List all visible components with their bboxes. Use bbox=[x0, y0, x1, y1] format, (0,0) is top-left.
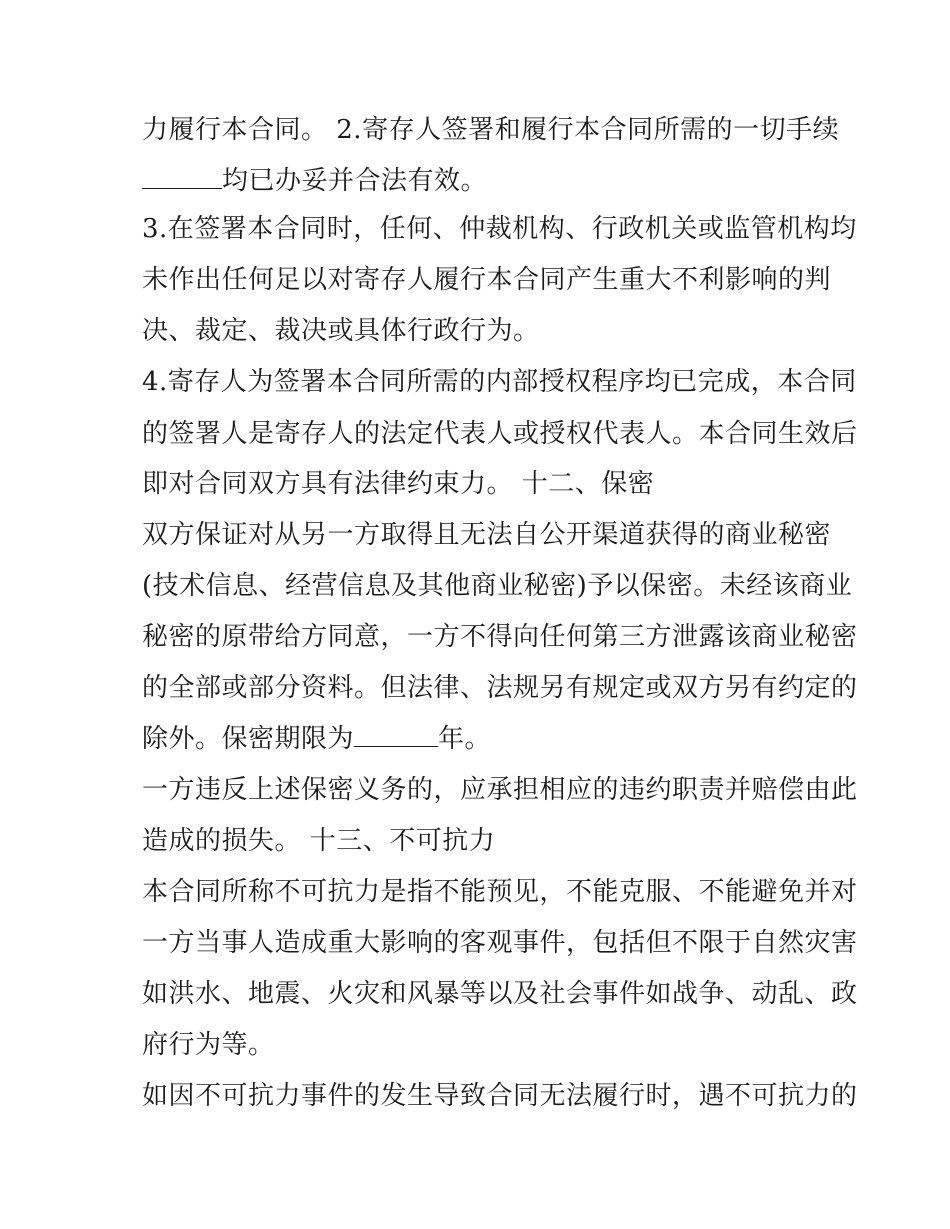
text-line: 4.寄存人为签署本合同所需的内部授权程序均已完成，本合同 bbox=[142, 367, 857, 397]
text-line: 本合同所称不可抗力是指不能预见，不能克服、不能避免并对 bbox=[142, 877, 858, 907]
text-line: 造成的损失。 十三、不可抗力 bbox=[142, 826, 496, 856]
text-line: 决、裁定、裁决或具体行政行为。 bbox=[142, 316, 540, 346]
text-line: 3.在签署本合同时，任何、仲裁机构、行政机关或监管机构均 bbox=[142, 214, 857, 244]
text-segment: 除外。保密期限为 bbox=[142, 724, 355, 754]
text-line: 的全部或部分资料。但法律、法规另有规定或双方另有约定的 bbox=[142, 673, 858, 703]
fill-in-blank[interactable] bbox=[142, 166, 222, 189]
text-line: 的签署人是寄存人的法定代表人或授权代表人。本合同生效后 bbox=[142, 419, 858, 449]
text-line: 即对合同双方具有法律约束力。 十二、保密 bbox=[142, 469, 655, 499]
text-line-with-blank bbox=[142, 166, 487, 196]
text-line: 力履行本合同。 2.寄存人签署和履行本合同所需的一切手续 bbox=[142, 115, 840, 145]
text-segment: 年。 bbox=[438, 724, 492, 754]
text-line: 未作出任何足以对寄存人履行本合同产生重大不利影响的判 bbox=[142, 265, 832, 295]
text-line-with-blank bbox=[142, 724, 491, 754]
text-segment: 均已办妥并合法有效。 bbox=[222, 166, 488, 196]
text-line: (技术信息、经营信息及其他商业秘密)予以保密。未经该商业 bbox=[142, 571, 853, 601]
text-line: 一方当事人造成重大影响的客观事件，包括但不限于自然灾害 bbox=[142, 928, 858, 958]
text-line: 府行为等。 bbox=[142, 1030, 275, 1060]
fill-in-blank[interactable] bbox=[354, 724, 438, 747]
text-line: 如因不可抗力事件的发生导致合同无法履行时，遇不可抗力的 bbox=[142, 1081, 858, 1111]
text-line: 双方保证对从另一方取得且无法自公开渠道获得的商业秘密 bbox=[142, 520, 832, 550]
text-line: 如洪水、地震、火灾和风暴等以及社会事件如战争、动乱、政 bbox=[142, 979, 858, 1009]
text-line: 一方违反上述保密义务的，应承担相应的违约职责并赔偿由此 bbox=[142, 775, 858, 805]
text-line: 秘密的原带给方同意，一方不得向任何第三方泄露该商业秘密 bbox=[142, 622, 858, 652]
